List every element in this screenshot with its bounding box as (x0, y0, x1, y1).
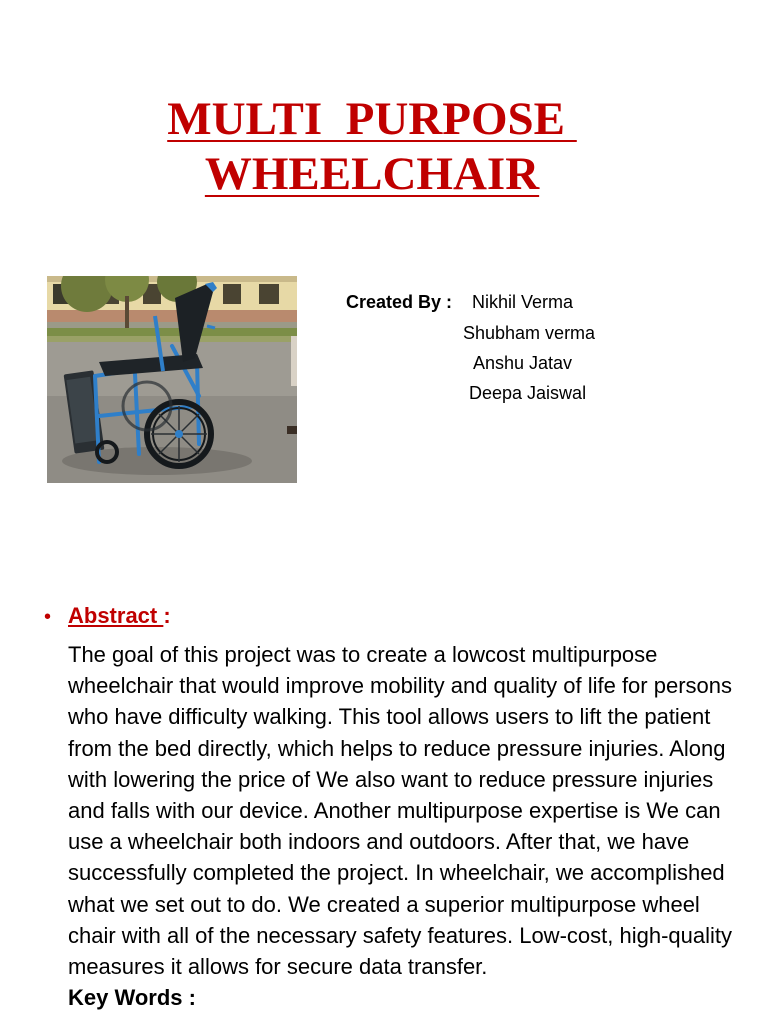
abstract-heading: Abstract : (68, 603, 171, 628)
bullet-icon: • (44, 606, 52, 628)
author-name: Deepa Jaiswal (469, 383, 587, 403)
title-line-2: WHEELCHAIR (204, 148, 540, 200)
wheelchair-photo (47, 276, 297, 483)
author-name: Anshu Jatav (473, 353, 573, 373)
author-name: Nikhil Verma (472, 292, 574, 312)
abstract-body: The goal of this project was to create a lowcost multipurpose wheelchair that would improve mobility and quality of life for persons who have difficulty walking. This tool allows users to lift the patient from the bed directly, which helps to reduce pressure injuries. Along with lowering the price of We also want to reduce pressure injuries and falls with our device. Another multipurpose expertise is We can use a wheelchair both indoors and outdoors. After that, we have successfully completed the project. In wheelchair, we accomplished what we set out to do. We created a superior multipurpose wheel chair with all of the necessary safety features. Low-cost, high-quality measures it allows for secure data transfer. (68, 642, 732, 980)
title-line-1: MULTI PURPOSE (167, 93, 577, 145)
key-words-heading: Key Words : (68, 985, 196, 1011)
document-title (0, 92, 744, 202)
author-name: Shubham verma (463, 323, 596, 343)
created-by-label: Created By : (346, 292, 453, 312)
abstract-heading-row (44, 600, 734, 633)
abstract-section (44, 600, 734, 1013)
